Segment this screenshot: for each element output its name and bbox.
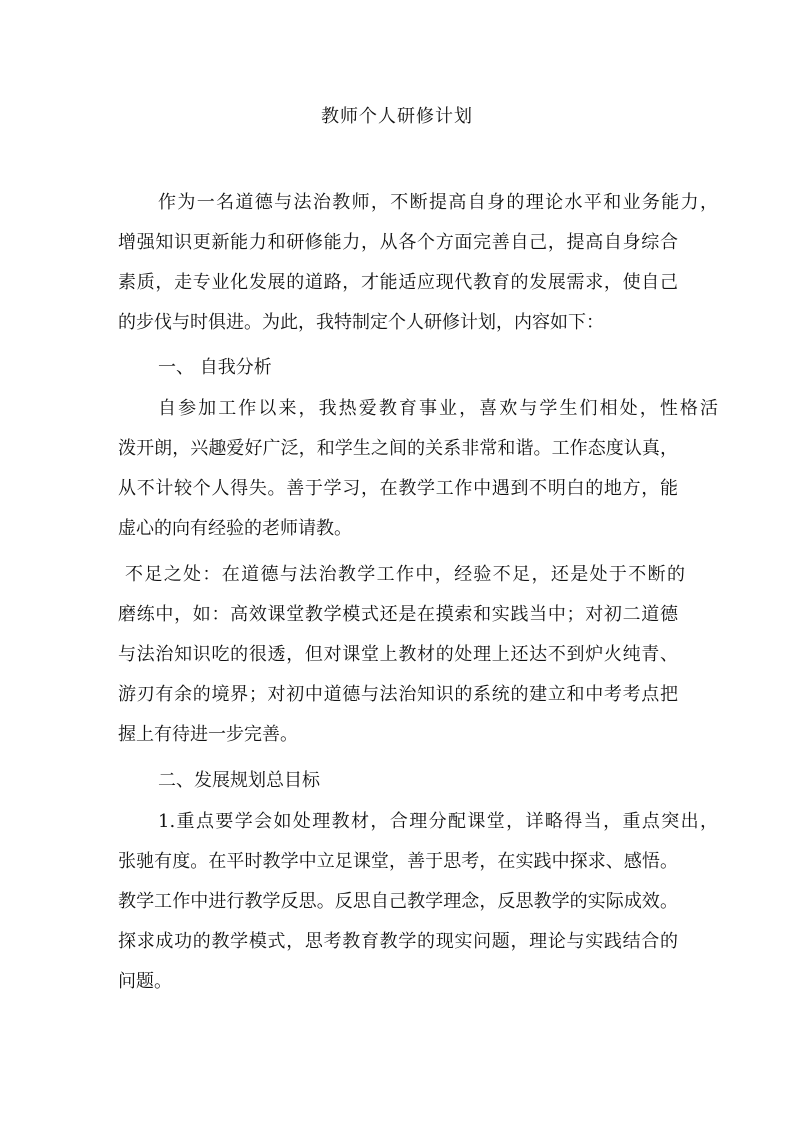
self-analysis-line-1: 自参加工作以来，我热爱教育事业，喜欢与学生们相处，性格活 [158,398,718,419]
intro-line-3: 素质，走专业化发展的道路，才能适应现代教育的发展需求，使自己 [118,272,678,293]
shortcomings-line-2: 磨练中，如：高效课堂教学模式还是在摸索和实践当中；对初二道德 [118,604,678,625]
shortcomings-line-1: 不足之处：在道德与法治教学工作中，经验不足，还是处于不断的 [125,564,685,585]
intro-line-4: 的步伐与时俱进。为此，我特制定个人研修计划，内容如下： [118,312,604,333]
document-title: 教师个人研修计划 [321,106,473,127]
shortcomings-line-5: 握上有待进一步完善。 [118,724,298,745]
section1-heading: 一、 自我分析 [158,357,272,378]
self-analysis-line-3: 从不计较个人得失。善于学习，在教学工作中遇到不明白的地方，能 [118,478,678,499]
intro-line-2: 增强知识更新能力和研修能力，从各个方面完善自己，提高自身综合 [118,232,678,253]
shortcomings-line-3: 与法治知识吃的很透，但对课堂上教材的处理上还达不到炉火纯青、 [118,644,678,665]
self-analysis-line-4: 虚心的向有经验的老师请教。 [118,518,352,539]
goal-line-5: 问题。 [118,971,172,992]
section2-heading: 二、发展规划总目标 [158,770,320,791]
intro-line-1: 作为一名道德与法治教师，不断提高自身的理论水平和业务能力， [158,192,718,213]
goal-line-2: 张驰有度。在平时教学中立足课堂，善于思考，在实践中探求、感悟。 [118,851,678,872]
shortcomings-line-4: 游刃有余的境界；对初中道德与法治知识的系统的建立和中考考点把 [118,684,678,705]
goal-line-1: 1.重点要学会如处理教材，合理分配课堂，详略得当，重点突出， [158,811,718,832]
self-analysis-line-2: 泼开朗，兴趣爱好广泛，和学生之间的关系非常和谐。工作态度认真， [118,438,678,459]
goal-line-4: 探求成功的教学模式，思考教育教学的现实问题，理论与实践结合的 [118,931,678,952]
goal-line-3: 教学工作中进行教学反思。反思自己教学理念，反思教学的实际成效。 [118,891,678,912]
